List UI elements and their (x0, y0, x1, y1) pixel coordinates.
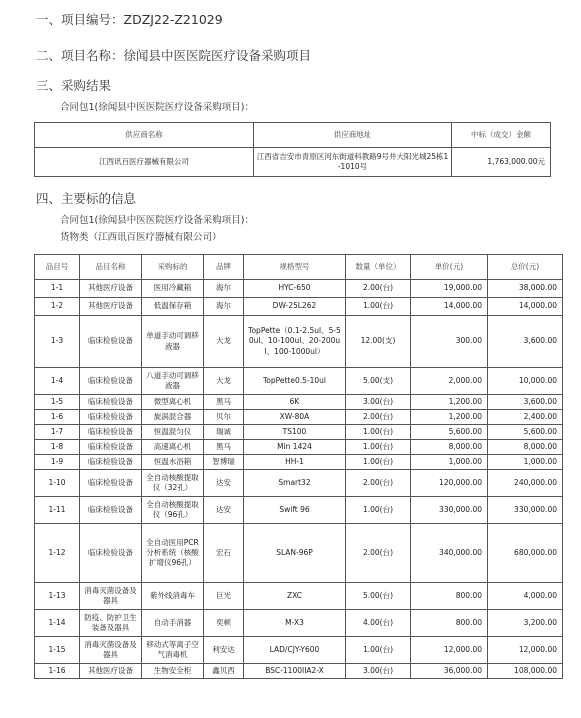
unit-price: 800.00 (411, 583, 488, 610)
procurement-target: 八道手动可调移液器 (142, 368, 204, 395)
item-name: 其他医疗设备 (80, 280, 142, 298)
items-table (34, 254, 563, 679)
unit-price: 330,000.00 (411, 497, 488, 524)
table-row (35, 425, 563, 440)
item-number: 1-15 (35, 637, 80, 664)
table-row (35, 316, 563, 368)
header-item-name: 品目名称 (80, 255, 142, 280)
quantity: 1.00(台) (346, 637, 411, 664)
item-name: 其他医疗设备 (80, 664, 142, 679)
quantity: 4.00(台) (346, 610, 411, 637)
item-number: 1-5 (35, 395, 80, 410)
header-unit-price: 单价(元) (411, 255, 488, 280)
brand: 智博瑞 (204, 455, 244, 470)
quantity: 3.00(台) (346, 664, 411, 679)
model: TopPette（0.1-2.5ul、5-50ul、10-100ul、20-200ul、100-1000ul） (244, 316, 346, 368)
total-price: 8,000.00 (488, 440, 563, 455)
procurement-target: 全自动核酸提取仪（32孔） (142, 470, 204, 497)
item-number: 1-12 (35, 524, 80, 583)
brand: 巨光 (204, 583, 244, 610)
total-price: 38,000.00 (488, 280, 563, 298)
table-row (35, 298, 563, 316)
brand: 瑞诚 (204, 425, 244, 440)
quantity: 1.00(台) (346, 298, 411, 316)
brand: 宏石 (204, 524, 244, 583)
table-row (35, 395, 563, 410)
item-number: 1-16 (35, 664, 80, 679)
total-price: 108,000.00 (488, 664, 563, 679)
unit-price: 120,000.00 (411, 470, 488, 497)
procurement-target: 旋涡混合器 (142, 410, 204, 425)
item-number: 1-8 (35, 440, 80, 455)
brand: 海尔 (204, 280, 244, 298)
procurement-target: 紫外线消毒车 (142, 583, 204, 610)
unit-price: 800.00 (411, 610, 488, 637)
table-row (35, 368, 563, 395)
model: BSC-1100IIA2-X (244, 664, 346, 679)
table-row (35, 410, 563, 425)
item-number: 1-1 (35, 280, 80, 298)
items-category-label: 货物类（江西讯百医疗器械有限公司） (60, 232, 222, 243)
quantity: 1.00(台) (346, 455, 411, 470)
table-row (35, 470, 563, 497)
procurement-target: 全自动核酸提取仪（96孔） (142, 497, 204, 524)
item-number: 1-11 (35, 497, 80, 524)
model: DW-25L262 (244, 298, 346, 316)
header-quantity: 数量（单位） (346, 255, 411, 280)
procurement-target: 生物安全柜 (142, 664, 204, 679)
brand: 海尔 (204, 298, 244, 316)
item-name: 临床检验设备 (80, 455, 142, 470)
brand: 大龙 (204, 368, 244, 395)
brand: 达安 (204, 497, 244, 524)
quantity: 3.00(台) (346, 395, 411, 410)
item-number: 1-2 (35, 298, 80, 316)
item-name: 临床检验设备 (80, 470, 142, 497)
model: TopPette0.5-10ul (244, 368, 346, 395)
table-row (35, 637, 563, 664)
total-price: 5,600.00 (488, 425, 563, 440)
item-name: 临床检验设备 (80, 410, 142, 425)
item-number: 1-10 (35, 470, 80, 497)
model: Swift 96 (244, 497, 346, 524)
model: 6K (244, 395, 346, 410)
procurement-target: 单道手动可调移液器 (142, 316, 204, 368)
model: HH-1 (244, 455, 346, 470)
item-name: 防疫、防护卫生装备及器具 (80, 610, 142, 637)
total-price: 240,000.00 (488, 470, 563, 497)
table-row (35, 440, 563, 455)
item-name: 临床检验设备 (80, 497, 142, 524)
quantity: 1.00(台) (346, 440, 411, 455)
model: Smart32 (244, 470, 346, 497)
model: M-X3 (244, 610, 346, 637)
item-name: 临床检验设备 (80, 440, 142, 455)
model: HYC-650 (244, 280, 346, 298)
quantity: 2.00(台) (346, 410, 411, 425)
quantity: 5.00(支) (346, 368, 411, 395)
brand: 达安 (204, 470, 244, 497)
brand: 黑马 (204, 440, 244, 455)
brand: 奕顿 (204, 610, 244, 637)
total-price: 10,000.00 (488, 368, 563, 395)
unit-price: 340,000.00 (411, 524, 488, 583)
model: Min 1424 (244, 440, 346, 455)
header-supplier-address: 供应商地址 (254, 123, 452, 148)
project-number: 一、项目编号：ZDZJ22-Z21029 (36, 12, 223, 27)
header-award-amount: 中标（成交）金额 (452, 123, 551, 148)
quantity: 1.00(台) (346, 425, 411, 440)
procurement-target: 移动式等离子空气消毒机 (142, 637, 204, 664)
table-row (35, 664, 563, 679)
item-number: 1-9 (35, 455, 80, 470)
header-supplier-name: 供应商名称 (35, 123, 254, 148)
table-row (35, 583, 563, 610)
item-number: 1-14 (35, 610, 80, 637)
model: XW-80A (244, 410, 346, 425)
procurement-target: 微型离心机 (142, 395, 204, 410)
unit-price: 2,000.00 (411, 368, 488, 395)
quantity: 2.00(台) (346, 524, 411, 583)
brand: 利安达 (204, 637, 244, 664)
procurement-result-table (34, 122, 551, 177)
unit-price: 14,000.00 (411, 298, 488, 316)
procurement-target: 低温保存箱 (142, 298, 204, 316)
result-package-label: 合同包1(徐闻县中医医院医疗设备采购项目)： (60, 102, 254, 113)
award-amount: 1,763,000.00元 (452, 148, 551, 177)
table-row (35, 524, 563, 583)
item-name: 临床检验设备 (80, 395, 142, 410)
quantity: 12.00(支) (346, 316, 411, 368)
total-price: 3,600.00 (488, 316, 563, 368)
brand: 贝尔 (204, 410, 244, 425)
item-name: 临床检验设备 (80, 368, 142, 395)
procurement-target: 高速离心机 (142, 440, 204, 455)
item-number: 1-6 (35, 410, 80, 425)
total-price: 680,000.00 (488, 524, 563, 583)
table-header-row (35, 255, 563, 280)
project-name: 二、项目名称：徐闻县中医医院医疗设备采购项目 (36, 48, 312, 63)
table-row (35, 455, 563, 470)
total-price: 3,600.00 (488, 395, 563, 410)
item-name: 临床检验设备 (80, 316, 142, 368)
total-price: 14,000.00 (488, 298, 563, 316)
item-name: 消毒灭菌设备及器具 (80, 637, 142, 664)
total-price: 2,400.00 (488, 410, 563, 425)
item-number: 1-13 (35, 583, 80, 610)
brand: 大龙 (204, 316, 244, 368)
total-price: 330,000.00 (488, 497, 563, 524)
header-total-price: 总价(元) (488, 255, 563, 280)
unit-price: 12,000.00 (411, 637, 488, 664)
procurement-target: 自动手消器 (142, 610, 204, 637)
section-main-items: 四、主要标的信息 (36, 191, 137, 206)
item-name: 消毒灭菌设备及器具 (80, 583, 142, 610)
header-procurement-target: 采购标的 (142, 255, 204, 280)
table-row (35, 148, 551, 177)
total-price: 3,200.00 (488, 610, 563, 637)
unit-price: 1,200.00 (411, 395, 488, 410)
procurement-target: 恒温混匀仪 (142, 425, 204, 440)
item-number: 1-3 (35, 316, 80, 368)
item-name: 临床检验设备 (80, 524, 142, 583)
quantity: 1.00(台) (346, 497, 411, 524)
supplier-name: 江西讯百医疗器械有限公司 (35, 148, 254, 177)
unit-price: 300.00 (411, 316, 488, 368)
unit-price: 1,200.00 (411, 410, 488, 425)
unit-price: 19,000.00 (411, 280, 488, 298)
table-row (35, 280, 563, 298)
items-package-label: 合同包1(徐闻县中医医院医疗设备采购项目)： (60, 215, 254, 226)
item-number: 1-7 (35, 425, 80, 440)
unit-price: 8,000.00 (411, 440, 488, 455)
table-row (35, 497, 563, 524)
brand: 黑马 (204, 395, 244, 410)
unit-price: 36,000.00 (411, 664, 488, 679)
header-brand: 品牌 (204, 255, 244, 280)
header-item-number: 品目号 (35, 255, 80, 280)
quantity: 2.00(台) (346, 470, 411, 497)
section-procurement-result: 三、采购结果 (36, 78, 112, 93)
procurement-target: 全自动医用PCR分析系统（核酸扩增仪96孔） (142, 524, 204, 583)
model: ZXC (244, 583, 346, 610)
unit-price: 5,600.00 (411, 425, 488, 440)
total-price: 4,000.00 (488, 583, 563, 610)
brand: 鑫贝西 (204, 664, 244, 679)
header-model: 规格型号 (244, 255, 346, 280)
table-header-row (35, 123, 551, 148)
unit-price: 1,000.00 (411, 455, 488, 470)
item-name: 其他医疗设备 (80, 298, 142, 316)
total-price: 1,000.00 (488, 455, 563, 470)
procurement-target: 恒温水浴箱 (142, 455, 204, 470)
procurement-target: 医用冷藏箱 (142, 280, 204, 298)
model: LAD/CJY-Y600 (244, 637, 346, 664)
item-number: 1-4 (35, 368, 80, 395)
supplier-address: 江西省吉安市青原区河东街道科教路9号井大阳光城25栋1-1010号 (254, 148, 452, 177)
model: TS100 (244, 425, 346, 440)
total-price: 12,000.00 (488, 637, 563, 664)
quantity: 5.00(台) (346, 583, 411, 610)
item-name: 临床检验设备 (80, 425, 142, 440)
quantity: 2.00(台) (346, 280, 411, 298)
model: SLAN-96P (244, 524, 346, 583)
table-row (35, 610, 563, 637)
